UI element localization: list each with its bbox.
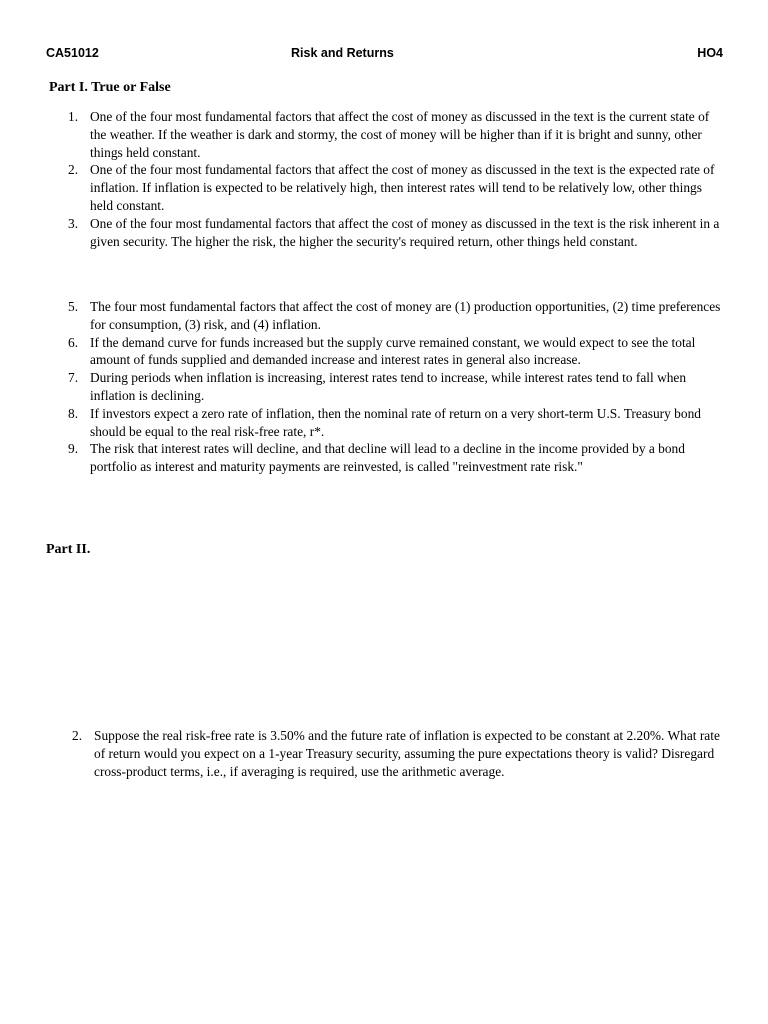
question-number: 5. xyxy=(68,299,79,314)
handout-number: HO4 xyxy=(697,46,723,60)
question-text: The four most fundamental factors that affect the cost of money are (1) production opportunities, (2) time preferences for consumption, (3) risk, and (4) inflation. xyxy=(90,299,721,332)
question-item xyxy=(68,108,724,161)
true-false-list-a xyxy=(68,108,724,250)
document-title: Risk and Returns xyxy=(291,46,394,60)
question-item xyxy=(68,161,724,214)
question-item xyxy=(68,334,724,370)
problem-item xyxy=(72,727,724,780)
question-text: One of the four most fundamental factors that affect the cost of money as discussed in the text is the risk inherent in a given security. The higher the risk, the higher the security's required return, other things held constant. xyxy=(90,215,720,249)
question-item xyxy=(68,369,724,405)
question-text: One of the four most fundamental factors that affect the cost of money as discussed in the text is the current state of the weather. If the weather is dark and stormy, the cost of money will be higher than if it is bright and sunny, other things held constant. xyxy=(90,109,710,160)
course-code: CA51012 xyxy=(46,46,99,60)
question-item xyxy=(68,440,724,476)
page-header xyxy=(46,46,723,64)
question-text: During periods when inflation is increasing, interest rates tend to increase, while interest rates tend to fall when inflation is declining. xyxy=(90,370,687,403)
part2-heading: Part II. xyxy=(46,542,91,557)
question-item xyxy=(68,405,724,441)
question-number: 8. xyxy=(68,405,79,421)
question-number: 1. xyxy=(68,109,79,124)
question-text: If investors expect a zero rate of inflation, then the nominal rate of return on a very short-term U.S. Treasury bond should be equal to the real risk-free rate, r*. xyxy=(90,405,701,439)
question-number: 6. xyxy=(68,334,79,350)
question-number: 2. xyxy=(68,162,79,178)
problem-text: Suppose the real risk-free rate is 3.50% and the future rate of inflation is expected to be constant at 2.20%. What rate of return would you expect on a 1-year Treasury security, assuming the pure expectations theory is valid? Disregard cross-product terms, i.e., if averaging is required, use the arithmetic average. xyxy=(94,728,720,779)
question-item xyxy=(68,215,724,251)
question-number: 3. xyxy=(68,215,79,231)
part1-heading: Part I. True or False xyxy=(49,80,171,95)
question-number: 7. xyxy=(68,370,79,386)
question-number: 9. xyxy=(68,441,79,457)
question-text: If the demand curve for funds increased but the supply curve remained constant, we would expect to see the total amount of funds supplied and demanded increase and interest rates in general also increase. xyxy=(90,334,696,368)
problem-list xyxy=(72,727,724,780)
question-item xyxy=(68,298,724,334)
question-text: One of the four most fundamental factors that affect the cost of money as discussed in the text is the expected rate of inflation. If inflation is expected to be relatively high, then interest rates will tend to be relatively low, other things held constant. xyxy=(90,162,715,213)
question-text: The risk that interest rates will decline, and that decline will lead to a decline in the income provided by a bond portfolio as interest and maturity payments are reinvested, is called "reinvestment rate risk." xyxy=(90,441,685,475)
problem-number: 2. xyxy=(72,728,83,743)
true-false-list-b xyxy=(68,298,724,476)
